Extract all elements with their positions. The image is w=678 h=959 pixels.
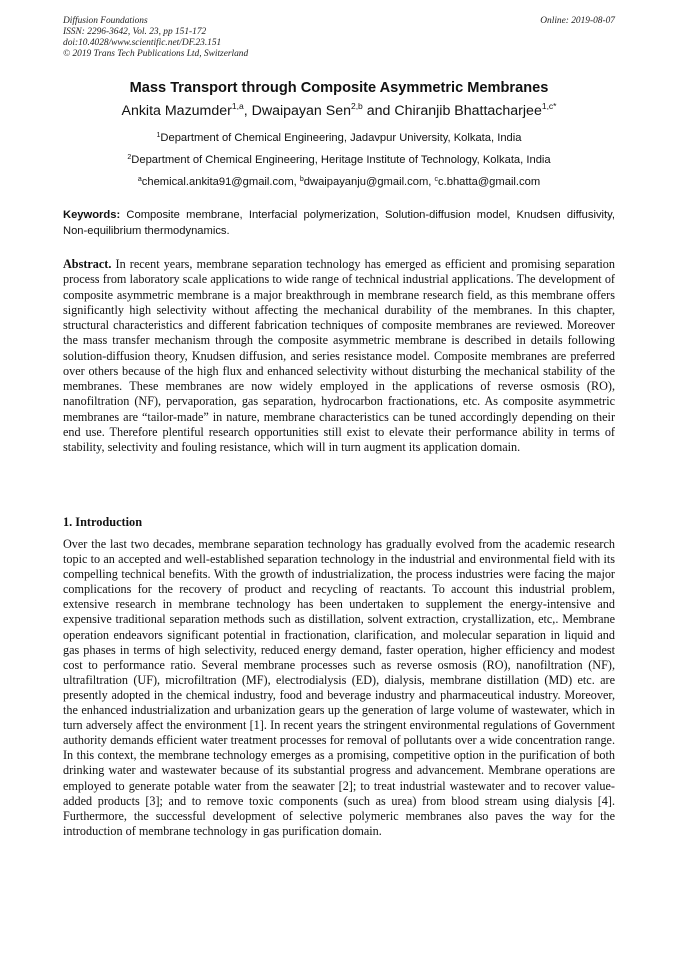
introduction-paragraph: Over the last two decades, membrane separation technology has gradually evolved from the academic research topic to an accepted and well-established separation technology in the industrial and environmental field with its compelling technical benefits. With the growth of industrialization, the process industries were facing the major complications for the recovery of product and recycling of reactants. To account this industrial problem, extensive research in membrane technology has been undertaken to supplement the energy-intensive and expensive traditional separation methods such as distillation, solvent extraction, crystallization, etc,. Membrane operation endeavors significant potential in fractionation, clarification, and molecular separation in liquid and gas phases in terms of high selectivity, reduced energy demand, faster operation, higher efficiency and modest cost to performance ratio. Several membrane processes such as reverse osmosis (RO), nanofiltration (NF), ultrafiltration (UF), microfiltration (MF), electrodialysis (ED), dialysis, membrane distillation (MD) etc. are presently adopted in the chemical industry, food and beverage industry and pharmaceutical industry. Moreover, the enhanced industrialization and urbanization gears up the generation of large volume of wastewater, which in turn adversely affect the environment [1]. In recent years the stringent environmental regulations of Government authority demands efficient water treatment processes for removal of pollutants over a wide concentration range. In this context, the membrane technology emerges as a promising, competitive option in the purification of both drinking water and wastewater because of its substantial progress and advancement. Membrane operations are employed to generate potable water from the seawater [2]; to treat industrial wastewater and to recover value- added products [3]; and to remove toxic components (such as urea) from blood stream using dialysis [4]. Furthermore, the successful development of selective polymeric membranes also paves the way for the introduction of membrane technology in gas purification domain. [63,537,615,838]
copyright-line: © 2019 Trans Tech Publications Ltd, Switzerland [63,49,249,59]
affiliation-text: Department of Chemical Engineering, Heritage Institute of Technology, Kolkata, India [131,154,551,166]
author-separator: , [243,103,252,119]
running-header [63,16,615,60]
affiliation-text: Department of Chemical Engineering, Jadavpur University, Kolkata, India [160,132,522,144]
keywords-label: Keywords: [63,209,121,221]
author-name: Dwaipayan Sen [251,103,351,119]
author-name: Chiranjib Bhattacharjee [394,103,542,119]
email-address[interactable]: chemical.ankita91@gmail.com, [141,176,300,188]
author-name: Ankita Mazumder [121,103,232,119]
email-mark: a [137,176,142,183]
section-heading-introduction: 1. Introduction [63,515,143,529]
issn-line: ISSN: 2296-3642, Vol. 23, pp 151-172 [63,27,207,37]
doi-line[interactable]: doi:10.4028/www.scientific.net/DF.23.151 [63,38,222,48]
abstract-label: Abstract. [63,257,112,271]
email-list [0,176,678,188]
affiliation-1 [0,132,678,144]
abstract-text: In recent years, membrane separation technology has emerged as efficient and promising separation process from laboratory scale applications to wide range of technical industrial applications. The development of composite asymmetric membrane is a major breakthrough in membrane research field, as this membrane offers significantly high selectivity without affecting the mechanical durability of the membranes. In this chapter, structural characteristics and different fabrication techniques of composite membranes are reviewed. Moreover the mass transfer mechanism through the composite asymmetric membrane is described in details following solution-diffusion theory, Knudsen diffusion, and series resistance model. Composite membranes are preferred over others because of the high flux and enhanced selectivity without disturbing the mechanical stability of the membranes. These membranes are now widely employed in the applications of reverse osmosis (RO), nanofiltration (NF), pervaporation, gas separation, hydrocarbon fractionations, etc. As composite asymmetric membranes are “tailor-made” in nature, membrane characteristics can be tuned accordingly depending on their end use. Therefore plentiful research opportunities still exist to elevate their performance ability in terms of stability, selectivity and fouling resistance, which will in turn augment its application domain. [63,257,615,454]
journal-info [63,16,615,60]
author-separator: and [362,103,395,119]
affiliation-mark: 2 [127,154,132,161]
keywords-block [63,208,615,239]
author-affiliation-mark: 1,a [231,101,244,111]
affiliation-2 [0,154,678,166]
affiliation-mark: 1 [156,132,161,139]
online-date: Online: 2019-08-07 [540,16,615,26]
email-mark: c [434,176,439,183]
abstract-block [63,257,615,455]
paper-title: Mass Transport through Composite Asymmetric Membranes [129,80,549,96]
author-affiliation-mark: 1,c* [541,101,557,111]
author-affiliation-mark: 2,b [350,101,363,111]
author-list [0,103,678,119]
email-mark: b [299,176,304,183]
journal-name: Diffusion Foundations [63,16,148,26]
email-address[interactable]: dwaipayanju@gmail.com, [303,176,435,188]
keywords-text: Composite membrane, Interfacial polymerization, Solution-diffusion model, Knudsen diffusivity, Non-equilibrium thermodynamics. [63,209,615,237]
email-address[interactable]: c.bhatta@gmail.com [438,176,541,188]
